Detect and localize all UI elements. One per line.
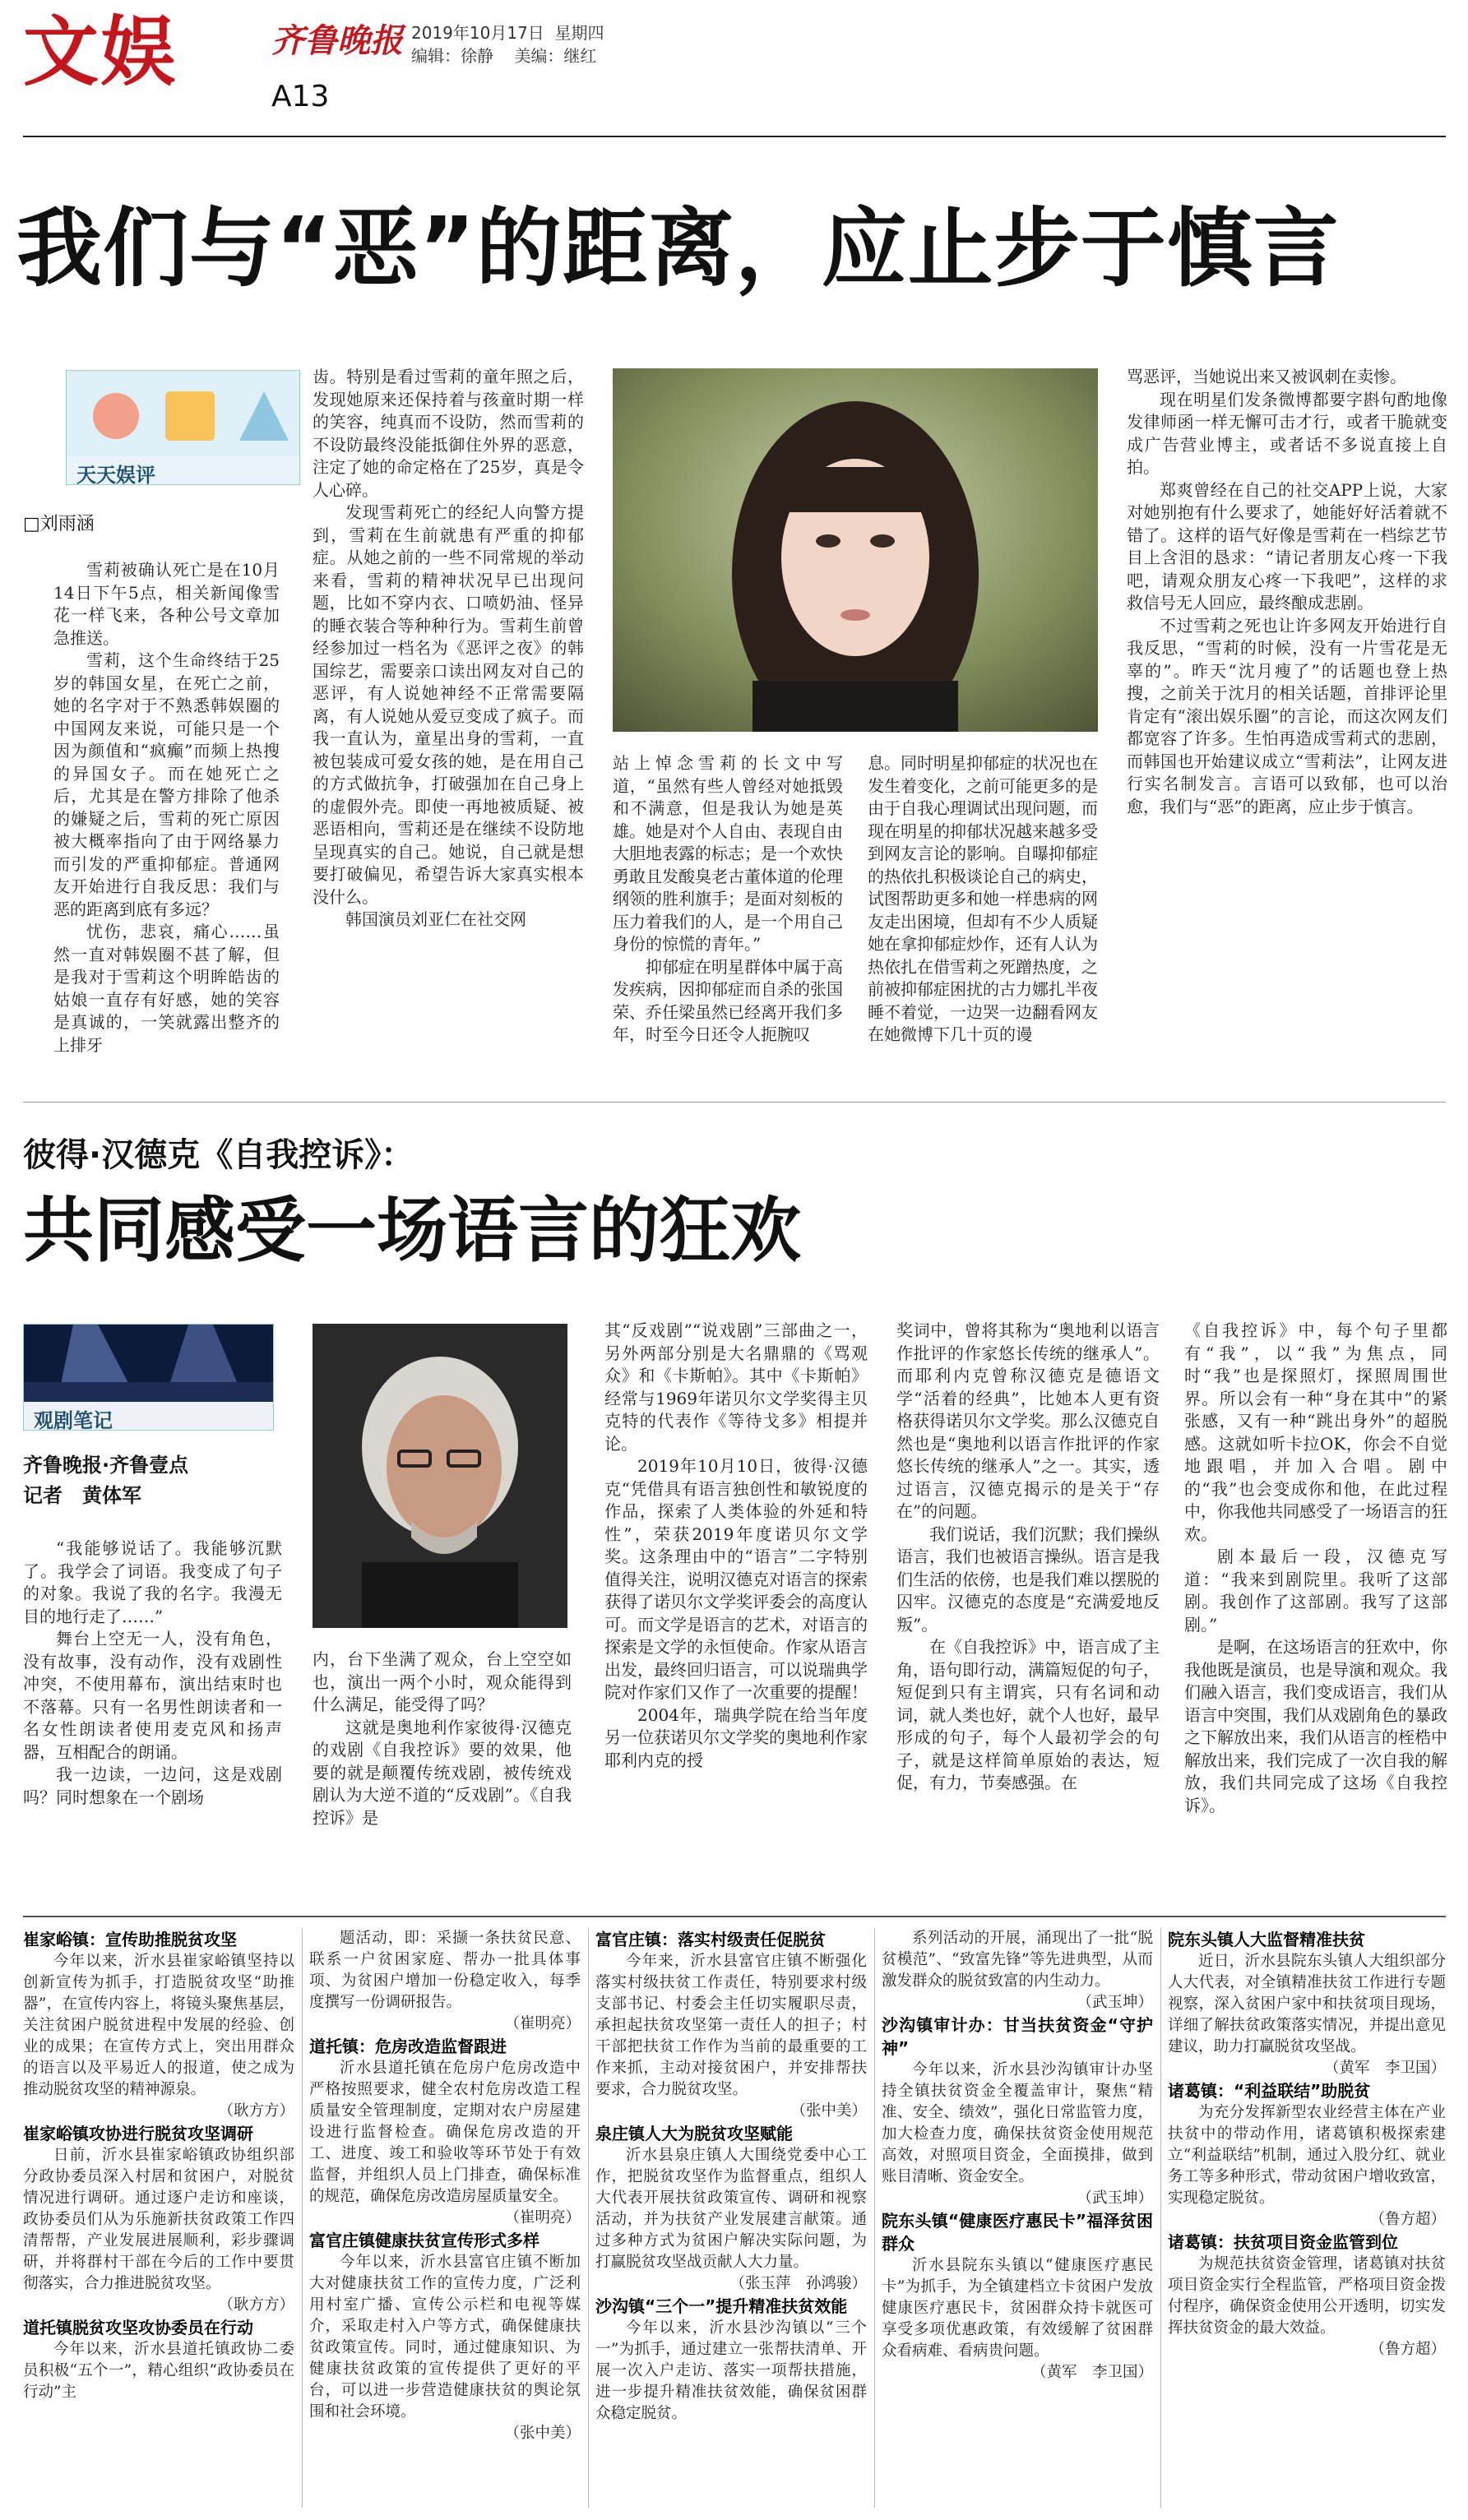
article2-column-1 [23,1537,282,1891]
news-column-5 [1168,1928,1446,2508]
article1-photo [613,368,1098,732]
paragraph: 发现雪莉死亡的经纪人向警方提到，雪莉在生前就患有严重的抑郁症。从她之前的一些不同常规的举动来看，雪莉的精神状况早已出现问题，比如不穿内衣、口喷奶油、怪异的睡衣装合等种种行为。雪莉生前曾经参加过一档名为《恶评之夜》的韩国综艺，需要亲口读出网友对自己的恶评，有人说她神经不正常需要隔离，有人说她从爱豆变成了疯子。而我一直认为，童星出身的雪莉，一直被包装成可爱女孩的她，是在用自己的方式做抗争，打破强加在自己身上的虚假外壳。即使一再地被质疑、被恶语相向，雪莉还是在继续不设防地呈现真实的自己。她说，自己就是想要打破偏见，希望告诉大家真实根本没什么。 [313,502,584,907]
news-headline: 富官庄镇：落实村级责任促脱贫 [595,1930,826,1949]
article1-column-3 [613,752,843,1073]
news-body: 沂水县院东头镇以“健康医疗惠民卡”为抓手，为全镇建档立卡贫困户发放健康医疗惠民卡，贫困群众持卡就医可享受多项优惠政策，有效缓解了贫困群众看病难、看病贵问题。 [882,2257,1153,2360]
news-source: （鲁方超） [1369,2211,1446,2228]
column-badge-daily-review [66,370,300,485]
issue-date-line [411,25,604,41]
portrait-image [313,1324,567,1628]
paragraph: 齿。特别是看过雪莉的童年照之后，发现她原来还保持着与孩童时期一样的笑容，纯真而不设防，然而雪莉的不设防最终没能抵御住外界的恶意，注定了她的命定格在了25岁，真是令人心碎。 [313,367,584,500]
article1-column-1 [53,559,280,1069]
news-column-2 [309,1928,581,2508]
news-body: 日前，沂水县崔家峪镇政协组织部分政协委员深入村居和贫困户，对脱贫情况进行调研。通过逐户走访和座谈，政协委员们从为乐施新扶贫政策工作四清帮帮，产业发展进展顺利，彩步骤调研，并将群村干部在今后的工作中要贯彻落实，合力推进脱贫攻坚。 [23,2147,294,2292]
news-source: （崔明亮） [504,2015,581,2032]
article1-column-2 [313,366,584,1073]
news-source: （张玉萍 孙鸿骏） [729,2275,867,2292]
article2-column-5 [1184,1320,1447,1895]
paragraph: 我们说话，我们沉默；我们操纵语言，我们也被语言操纵。语言是我们生活的依傍，也是我们难以摆脱的囚牢。汉德克的态度是“充满爱地反叛”。 [896,1524,1160,1635]
editor-line [411,48,596,64]
paragraph: 息。同时明星抑郁症的状况也在发生着变化，之前可能更多的是由于自我心理调试出现问题，而现在明星的抑郁状况越来越多受到网友言论的影响。自曝抑郁症的热依扎积极谈论自己的病史，试图帮助更多和她一样患病的网友走出困境，但却有不少人质疑她在拿抑郁症炒作，还有人认为热依扎在借雪莉之死蹭热度，之前被抑郁症困扰的古力娜扎半夜睡不着觉，一边哭一边翻看网友在她微博下几十页的谩 [868,753,1098,1044]
news-headline: 富官庄镇健康扶贫宣传形式多样 [309,2231,540,2250]
article2-byline-2: 记者 黄体军 [23,1484,141,1507]
article1-headline: 我们与“恶”的距离，应止步于慎言 [16,198,1340,298]
news-column-3 [595,1928,867,2508]
paragraph: 其“反戏剧”“说戏剧”三部曲之一，另外两部分别是大名鼎鼎的《骂观众》和《卡斯帕》。其中《卡斯帕》经常与1969年诺贝尔文学奖得主贝克特的代表作《等待戈多》相提并论。 [604,1320,868,1454]
issue-weekday: 星期四 [554,23,604,43]
paragraph: 内，台下坐满了观众，台上空空如也，演出一两个小时，观众能得到什么满足，能受得了吗？ [313,1649,572,1714]
news-source: （黄军 李卫国） [1323,2060,1446,2077]
news-body: 今年来，沂水县富官庄镇不断强化落实村级扶贫工作责任，特别要求村级支部书记、村委会主任切实履职尽责，承担起扶贫攻坚第一责任人的担子；村干部把扶贫工作作为当前的最重要的工作来抓，主动对接贫困户，并安排帮扶要求，合力脱贫攻坚。 [595,1953,867,2098]
page-number: A13 [271,80,330,113]
paragraph: 舞台上空无一人，没有角色，没有故事，没有动作，没有戏剧性冲突，不使用幕布，演出结束时也不落幕。只有一名男性朗读者和一名女性朗读者使用麦克风和扬声器，互相配合的朗诵。 [23,1629,282,1762]
news-source: （耿方方） [218,2296,294,2314]
paragraph: 现在明星们发条微博都要字斟句酌地像发律师函一样无懈可击才行，或者干脆就变成广告营业博主，或者话不多说直接上自拍。 [1127,389,1447,477]
news-body: 今年以来，沂水县富官庄镇不断加大对健康扶贫工作的宣传力度，广泛利用村室广播、宣传公示栏和电视等媒介，采取走村入户等方式，确保健康扶贫政策宣传。同时，通过健康知识、为健康扶贫政策的宣传提供了更好的平台，可以进一步营造健康扶贫的舆论氛围和社会环境。 [309,2254,581,2421]
badge-label: 天天娱评 [67,456,299,484]
paragraph: “我能够说话了。我能够沉默了。我学会了词语。我变成了句子的对象。我说了我的名字。我漫无目的地行走了……” [23,1538,282,1626]
designer: 美编：继红 [514,46,597,66]
article2-column-4 [896,1320,1160,1895]
article1-column-5 [1127,366,1447,1073]
entertainment-icon [67,371,300,458]
news-headline: 院东头镇人大监督精准扶贫 [1168,1930,1365,1949]
paragraph: 郑爽曾经在自己的社交APP上说，大家对她别抱有什么要求了，她能好好活着就不错了。这样的语气好像是雪莉在一档综艺节目上含泪的恳求：“请记者朋友心疼一下我吧，请观众朋友心疼一下我吧”，这样的求救信号无人回应，最终酿成悲剧。 [1127,479,1447,613]
news-body: 题活动，即：采撷一条扶贫民意、联系一户贫困家庭、帮办一批具体事项、为贫困户增加一份稳定收入，每季度撰写一份调研报告。 [309,1930,581,2011]
news-column-4 [882,1928,1153,2508]
news-body: 沂水县道托镇在危房户危房改造中严格按照要求，健全农村危房改造工程质量安全管理制度，定期对农户房屋建设进行监督检查。确保危房改造的开工、进度、竣工和验收等环节处于有效监督，并组织人员上门排查，确保标准的规范，确保危房改造房屋质量安全。 [309,2060,581,2205]
paragraph: 2004年，瑞典学院在给当年度另一位获诺贝尔文学奖的奥地利作家耶利内克的授 [604,1704,868,1770]
column-rule [302,1928,303,2508]
paragraph: 2019年10月10日，彼得·汉德克“凭借具有语言独创性和敏锐度的作品，探索了人类体验的外延和特性”，荣获2019年度诺贝尔文学奖。这条理由中的“语言”二字特别值得关注，说明汉德克对语言的探索获得了诺贝尔文学奖评委会的高度认可。而文学是语言的艺术，对语言的探索是文学的永恒使命。作家从语言出发，最终回归语言，可以说瑞典学院对作家们又作了一次重要的提醒！ [604,1456,868,1702]
article2-photo [313,1324,567,1628]
paragraph: 站上悼念雪莉的长文中写道，“虽然有些人曾经对她抵毁和不满意，但是我认为她是英雄。她是对个人自由、表现自由大胆地表露的标志；是一个欢快勇敢且发酸臭老古董体道的伦理纲领的胜利旗手；是面对刻板的压力着我们的人，是一个用自己身份的惊慌的青年。” [613,753,843,954]
news-body: 今年以来，沂水县崔家峪镇坚持以创新宣传为抓手，打造脱贫攻坚“助推器”，在宣传内容上，将镜头聚焦基层，关注贫困户脱贫进程中发展的经验、创业的成果；在宣传方式上，突出用群众的语言以及平易近人的报道，使之成为推动脱贫攻坚的精神源泉。 [23,1953,294,2098]
article2-column-2 [313,1648,572,1895]
news-body: 系列活动的开展，涌现出了一批“脱贫模范”、“致富先锋”等先进典型，从而激发群众的脱贫致富的内生动力。 [882,1930,1153,1990]
column-badge-theater-notes [23,1324,274,1431]
paragraph: 不过雪莉之死也让许多网友开始进行自我反思，“雪莉的时候，没有一片雪花是无辜的”。昨天“沈月瘦了”的话题也登上热搜，之前关于沈月的相关话题，首排评论里肯定有“滚出娱乐圈”的言论，而这次网友们都宽容了许多。生怕再造成雪莉式的悲剧，而韩国也开始建议成立“雪莉法”，让网友进行实名制发言。言语可以致郁，也可以治愈，我们与“恶”的距离，应止步于慎言。 [1127,615,1447,816]
header-rule [23,136,1446,137]
news-headline: 诸葛镇：“利益联结”助脱贫 [1168,2081,1371,2101]
paragraph: 《自我控诉》中，每个句子里都有“我”，以“我”为焦点，同时“我”也是探照灯，探照周围世界。所以会有一种“身在其中”的紧张感，又有一种“跳出身外”的超脱感。这就如听卡拉OK，你会不自觉地跟唱，并加入合唱。剧中的“我”也会变成你和他，在此过程中，你我他共同感受了一场语言的狂欢。 [1184,1320,1447,1544]
news-headline: 道托镇脱贫攻坚攻协委员在行动 [23,2318,253,2337]
news-body: 为规范扶贫资金管理，诸葛镇对扶贫项目资金实行全程监管，严格项目资金拨付程序，确保资金使用公开透明，切实发挥扶贫资金的最大效益。 [1168,2255,1446,2337]
section-title: 文娱 [23,8,178,96]
paragraph: 骂恶评，当她说出来又被讽刺在卖惨。 [1127,367,1406,386]
article2-kicker: 彼得·汉德克《自我控诉》： [23,1136,414,1174]
news-headline: 院东头镇“健康医疗惠民卡”福泽贫困群众 [882,2211,1153,2254]
news-headline: 崔家峪镇攻协进行脱贫攻坚调研 [23,2124,253,2143]
news-source: （张中美） [790,2102,867,2120]
portrait-image [613,368,1098,732]
paragraph: 奖词中，曾将其称为“奥地利以语言作批评的作家悠长传统的继承人”。而耶利内克曾称汉德克是德语文学“活着的经典”，比她本人更有资格获得诺贝尔文学奖。那么汉德克自然也是“奥地利以语言作批评的作家悠长传统的继承人”之一。其实，透过语言，汉德克揭示的是关于“存在”的问题。 [896,1320,1160,1521]
news-headline: 道托镇：危房改造监督跟进 [309,2037,507,2056]
news-body: 近日，沂水县院东头镇人大组织部分人大代表，对全镇精准扶贫工作进行专题视察，深入贫困户家中和扶贫项目现场，详细了解扶贫政策落实情况，并提出意见建议，助力打赢脱贫攻坚战。 [1168,1953,1446,2055]
news-body: 今年以来，沂水县道托镇政协二委员积极“五个一”，精心组织“政协委员在行动”主 [23,2341,294,2401]
paragraph: 韩国演员刘亚仁在社交网 [345,909,526,929]
news-body: 为充分发挥新型农业经营主体在产业扶贫中的带动作用，诸葛镇积极探索建立“利益联结”机制，通过入股分红、就业务工等多种形式，带动贫困户增收致富，实现稳定脱贫。 [1168,2104,1446,2207]
news-body: 今年以来，沂水县沙沟镇审计办坚持全镇扶贫资金全覆盖审计，聚焦“精准、安全、绩效”，强化日常监管力度，加大检查力度，确保扶贫资金使用规范高效，对照项目资金，全面摸排，做到账目清晰、资金安全。 [882,2061,1153,2185]
paragraph: 抑郁症在明星群体中属于高发疾病，因抑郁症而自杀的张国荣、乔任梁虽然已经离开我们多年，时至今日还令人扼腕叹 [613,956,843,1044]
news-headline: 泉庄镇人大为脱贫攻坚赋能 [595,2124,793,2143]
paragraph: 忧伤，悲哀，痛心……虽然一直对韩娱圈不甚了解，但是我对于雪莉这个明眸皓齿的姑娘一直存有好感，她的笑容是真诚的，一笑就露出整齐的上排牙 [53,922,280,1055]
article2-column-3 [604,1320,868,1895]
badge-label: 观剧笔记 [24,1402,273,1430]
paragraph: 剧本最后一段，汉德克写道：“我来到剧院里。我听了这部剧。我创作了这部剧。我写了这部剧。” [1184,1547,1447,1635]
paragraph: 我一边读，一边问，这是戏剧吗？同时想象在一个剧场 [23,1764,282,1807]
article-divider [23,1102,1446,1103]
article1-column-4 [868,752,1098,1073]
paragraph: 是啊，在这场语言的狂欢中，你我他既是演员，也是导演和观众。我们融入语言，我们变成语言，我们从语言中突围，我们从戏剧角色的暴政之下解放出来，我们从语言的桎梏中解放出来，我们完成了一次自我的解放，我们共同完成了这场《自我控诉》。 [1184,1637,1447,1815]
column-rule [1160,1928,1161,2508]
paragraph: 雪莉，这个生命终结于25岁的韩国女星，在死亡之前，她的名字对于不熟悉韩娱圈的中国网友来说，可能只是一个因为颜值和“疯癫”而频上热搜的异国女子。而在她死亡之后，尤其是在警方排除了他杀的嫌疑之后，雪莉的死亡原因被大概率指向了由于网络暴力而引发的严重抑郁症。普通网友开始进行自我反思：我们与恶的距离到底有多远？ [53,650,280,919]
news-column-1 [23,1928,294,2508]
news-body: 沂水县泉庄镇人大围绕党委中心工作，把脱贫攻坚作为监督重点，组织人大代表开展扶贫政策宣传、调研和视察活动，并为扶贫产业发展建言献策。通过多种方式为贫困户解决实际问题，为打赢脱贫攻坚战贡献人大力量。 [595,2147,867,2271]
news-headline: 沙沟镇“三个一”提升精准扶贫效能 [595,2296,848,2316]
news-source: （张中美） [504,2425,581,2442]
news-headline: 沙沟镇审计办：甘当扶贫资金“守护神” [882,2015,1153,2058]
news-headline: 诸葛镇：扶贫项目资金监管到位 [1168,2232,1398,2252]
news-source: （武玉坤） [1077,1994,1153,2011]
paragraph: 这就是奥地利作家彼得·汉德克的戏剧《自我控诉》要的效果，他要的就是颠覆传统戏剧，被传统戏剧认为大逆不道的“反戏剧”。《自我控诉》是 [313,1717,572,1828]
column-rule [588,1928,589,2508]
news-body: 今年以来，沂水县沙沟镇以“三个一”为抓手，通过建立一张帮扶清单、开展一次入户走访、落实一项帮扶措施，进一步提升精准扶贫效能，确保贫困群众稳定脱贫。 [595,2319,867,2422]
paper-logo: 齐鲁晚报 [271,21,403,60]
news-source: （耿方方） [218,2102,294,2120]
news-source: （武玉坤） [1077,2189,1153,2207]
news-divider [23,1916,1446,1917]
issue-date: 2019年10月17日 [411,23,544,43]
news-headline: 崔家峪镇：宣传助推脱贫攻坚 [23,1930,237,1949]
article2-headline: 共同感受一场语言的狂欢 [23,1190,801,1272]
news-source: （鲁方超） [1369,2341,1446,2358]
column-rule [874,1928,875,2508]
news-source: （崔明亮） [504,2209,581,2226]
news-source: （黄军 李卫国） [1030,2364,1153,2381]
article2-byline-1: 齐鲁晚报·齐鲁壹点 [23,1454,189,1477]
stage-icon [24,1325,274,1403]
article1-byline: □刘雨涵 [23,514,95,534]
paragraph: 在《自我控诉》中，语言成了主角，语句即行动，满篇短促的句子，短促到只有主谓宾，只有名词和动词，就人类也好，就个人也好，最早形成的句子，每个人最初学会的句子，就是这样简单原始的表达，短促，有力，节奏感强。在 [896,1637,1160,1792]
editor: 编辑：徐静 [411,46,493,66]
paragraph: 雪莉被确认死亡是在10月14日下午5点，相关新闻像雪花一样飞来，各种公号文章加急推送。 [53,560,280,648]
